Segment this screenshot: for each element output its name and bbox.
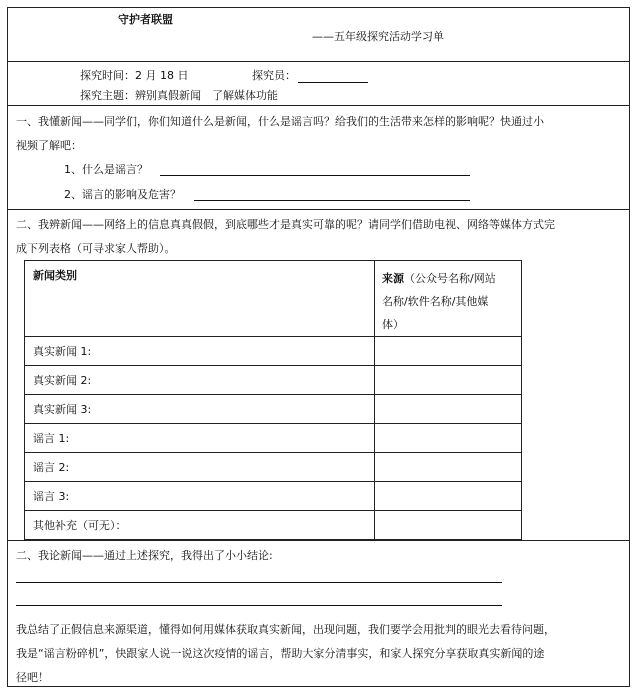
question-rumor-harm: 2、谣言的影响及危害？ <box>64 188 181 201</box>
info-row <box>8 62 629 106</box>
summary-line1: 我总结了正假信息来源渠道，懂得如何用媒体获取真实新闻，出现问题，我们要学会用批判的眼光去看待问题， <box>16 623 555 636</box>
row-label: 真实新闻 3: <box>33 403 92 416</box>
table-row <box>25 424 521 453</box>
conclusion-line-2[interactable] <box>16 605 502 606</box>
answer-line-q1[interactable] <box>160 175 470 176</box>
explorer-label: 探究员： <box>252 69 296 82</box>
table-row <box>25 482 521 511</box>
table-row <box>25 366 521 395</box>
conclusion-line-1[interactable] <box>16 582 502 583</box>
answer-line-q2[interactable] <box>194 200 470 201</box>
section-know-news <box>8 106 629 210</box>
table-row <box>25 337 521 366</box>
explorer-name-field[interactable] <box>298 82 368 83</box>
row-label: 谣言 2: <box>33 461 70 474</box>
section1-intro-line1: 一、我懂新闻——同学们，你们知道什么是新闻，什么是谣言吗？给我们的生活带来怎样的影响呢？快通过小 <box>16 115 544 128</box>
worksheet-subtitle: ——五年级探究活动学习单 <box>312 30 444 43</box>
column-header-source-bold: 来源 <box>382 272 404 285</box>
header-row <box>8 8 629 62</box>
row-label: 谣言 3: <box>33 490 70 503</box>
section2-intro-line2: 成下列表格（可寻求家人帮助）。 <box>16 242 176 255</box>
explore-time: 探究时间：2 月 18 日 <box>80 69 189 82</box>
question-what-is-rumor: 1、什么是谣言？ <box>64 163 148 176</box>
row-label: 真实新闻 2: <box>33 374 92 387</box>
section2-intro-line1: 二、我辨新闻——网络上的信息真真假假，到底哪些才是真实可靠的呢？请同学们借助电视、网络等媒体方式完 <box>16 218 555 231</box>
table-row <box>25 511 521 539</box>
worksheet <box>7 7 630 687</box>
column-header-source-line3: 体） <box>382 318 404 331</box>
table-row <box>25 453 521 482</box>
table-row <box>25 395 521 424</box>
summary-line2: 我是“谣言粉碎机”，快跟家人说一说这次疫情的谣言，帮助大家分清事实，和家人探究分享获取真实新闻的途 <box>16 647 545 660</box>
explore-topic: 探究主题：辨别真假新闻 了解媒体功能 <box>80 89 278 102</box>
worksheet-title: 守护者联盟 <box>118 13 173 26</box>
summary-line3: 径吧！ <box>16 671 49 684</box>
column-header-source-line2: 名称/软件名称/其他媒 <box>382 295 489 308</box>
row-label: 真实新闻 1: <box>33 345 92 358</box>
row-label: 其他补充（可无）： <box>33 519 127 532</box>
section3-intro: 二、我论新闻——通过上述探究，我得出了小小结论: <box>16 549 273 562</box>
news-source-table <box>24 260 522 540</box>
section1-intro-line2: 视频了解吧： <box>16 139 82 152</box>
column-header-source-line1: （公众号名称/网站 <box>404 272 496 285</box>
column-header-source <box>382 267 496 336</box>
row-label: 谣言 1: <box>33 432 70 445</box>
section-discuss-news <box>8 541 629 688</box>
column-header-category: 新闻类别 <box>33 269 77 282</box>
table-header-row <box>25 261 521 337</box>
